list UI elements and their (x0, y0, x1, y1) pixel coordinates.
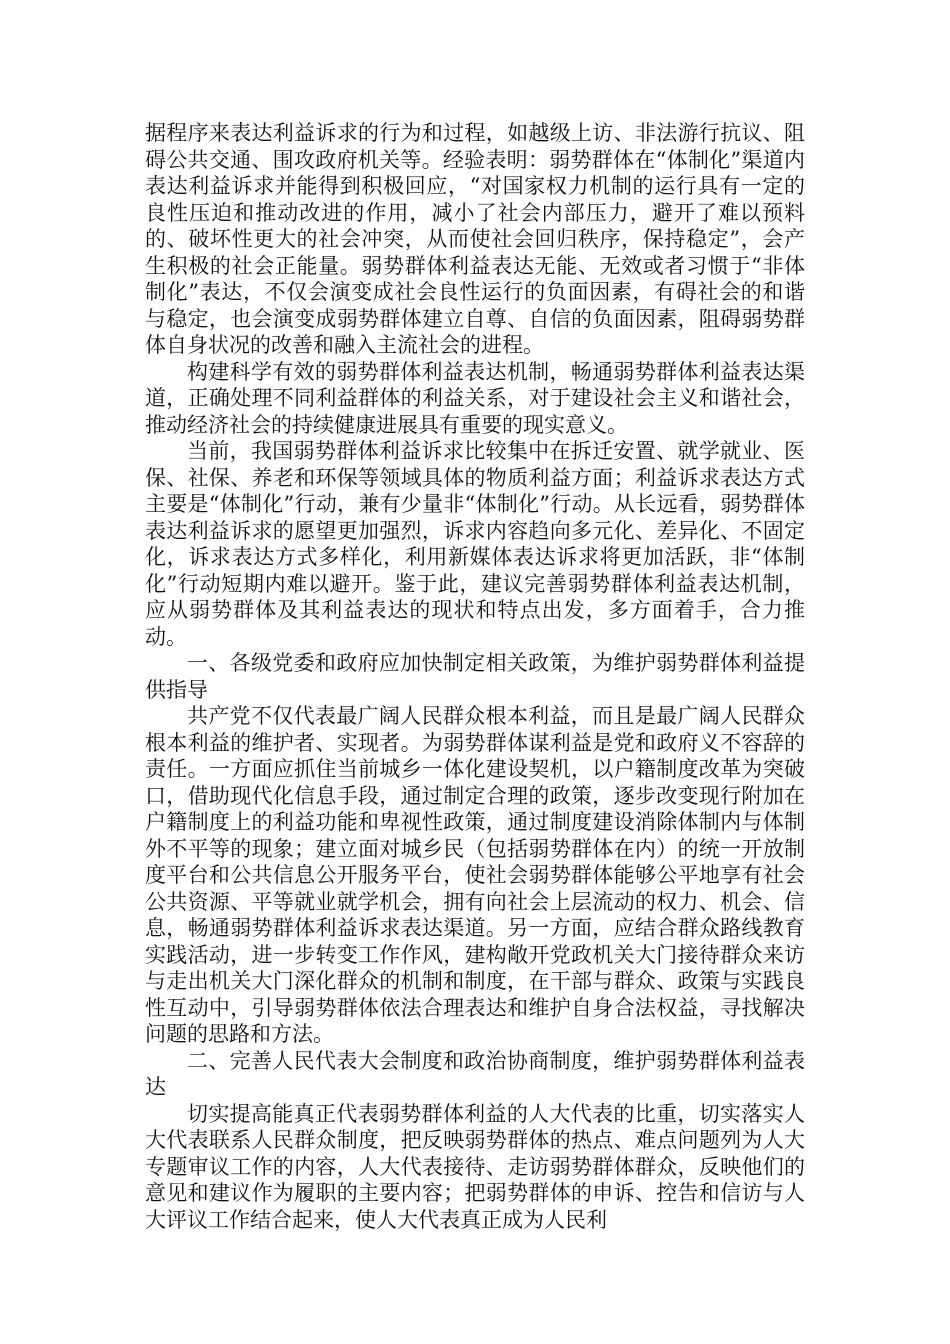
paragraph-2: 构建科学有效的弱势群体利益表达机制，畅通弱势群体利益表达渠道，正确处理不同利益群体的利益关系，对于建设社会主义和谐社会，推动经济社会的持续健康进展具有重要的现实意义。 (145, 359, 805, 437)
paragraph-3: 当前，我国弱势群体利益诉求比较集中在拆迁安置、就学就业、医保、社保、养老和环保等领域具体的物质利益方面；利益诉求表达方式主要是“体制化”行动，兼有少量非“体制化”行动。从长远看，弱势群体表达利益诉求的愿望更加强烈，诉求内容趋向多元化、差异化、不固定化，诉求表达方式多样化，利用新媒体表达诉求将更加活跃，非“体制化”行动短期内难以避开。鉴于此，建议完善弱势群体利益表达机制，应从弱势群体及其利益表达的现状和特点出发，多方面着手，合力推动。 (145, 439, 805, 649)
paragraph-5: 切实提高能真正代表弱势群体利益的人大代表的比重，切实落实人大代表联系人民群众制度，把反映弱势群体的热点、难点问题列为人大专题审议工作的内容，人大代表接待、走访弱势群体群众，反映他们的意见和建议作为履职的主要内容；把弱势群体的申诉、控告和信访与人大评议工作结合起来，使人大代表真正成为人民利 (145, 1101, 805, 1232)
document-body (145, 120, 805, 1233)
paragraph-4: 共产党不仅代表最广阔人民群众根本利益，而且是最广阔人民群众根本利益的维护者、实现者。为弱势群体谋利益是党和政府义不容辞的责任。一方面应抓住当前城乡一体化建设契机，以户籍制度改革为突破口，借助现代化信息手段，通过制定合理的政策，逐步改变现行附加在户籍制度上的利益功能和卑视性政策，通过制度建设消除体制内与体制外不平等的现象；建立面对城乡民（包括弱势群体在内）的统一开放制度平台和公共信息公开服务平台，使社会弱势群体能够公平地享有社会公共资源、平等就业就学机会，拥有向社会上层流动的权力、机会、信息，畅通弱势群体利益诉求表达渠道。另一方面，应结合群众路线教育实践活动，进一步转变工作作风，建构敞开党政机关大门接待群众来访与走出机关大门深化群众的机制和制度，在干部与群众、政策与实践良性互动中，引导弱势群体依法合理表达和维护自身合法权益，寻找解决问题的思路和方法。 (145, 704, 805, 1046)
section-heading-2: 二、完善人民代表大会制度和政治协商制度，维护弱势群体利益表达 (145, 1048, 805, 1099)
paragraph-1: 据程序来表达利益诉求的行为和过程，如越级上访、非法游行抗议、阻碍公共交通、围攻政府机关等。经验表明：弱势群体在“体制化”渠道内表达利益诉求并能得到积极回应，“对国家权力机制的运行具有一定的良性压迫和推动改进的作用，减小了社会内部压力，避开了难以预料的、破坏性更大的社会冲突，从而使社会回归秩序，保持稳定”，会产生积极的社会正能量。弱势群体利益表达无能、无效或者习惯于“非体制化”表达，不仅会演变成社会良性运行的负面因素，有碍社会的和谐与稳定，也会演变成弱势群体建立自尊、自信的负面因素，阻碍弱势群体自身状况的改善和融入主流社会的进程。 (145, 121, 805, 357)
section-heading-1: 一、各级党委和政府应加快制定相关政策，为维护弱势群体利益提供指导 (145, 651, 805, 702)
